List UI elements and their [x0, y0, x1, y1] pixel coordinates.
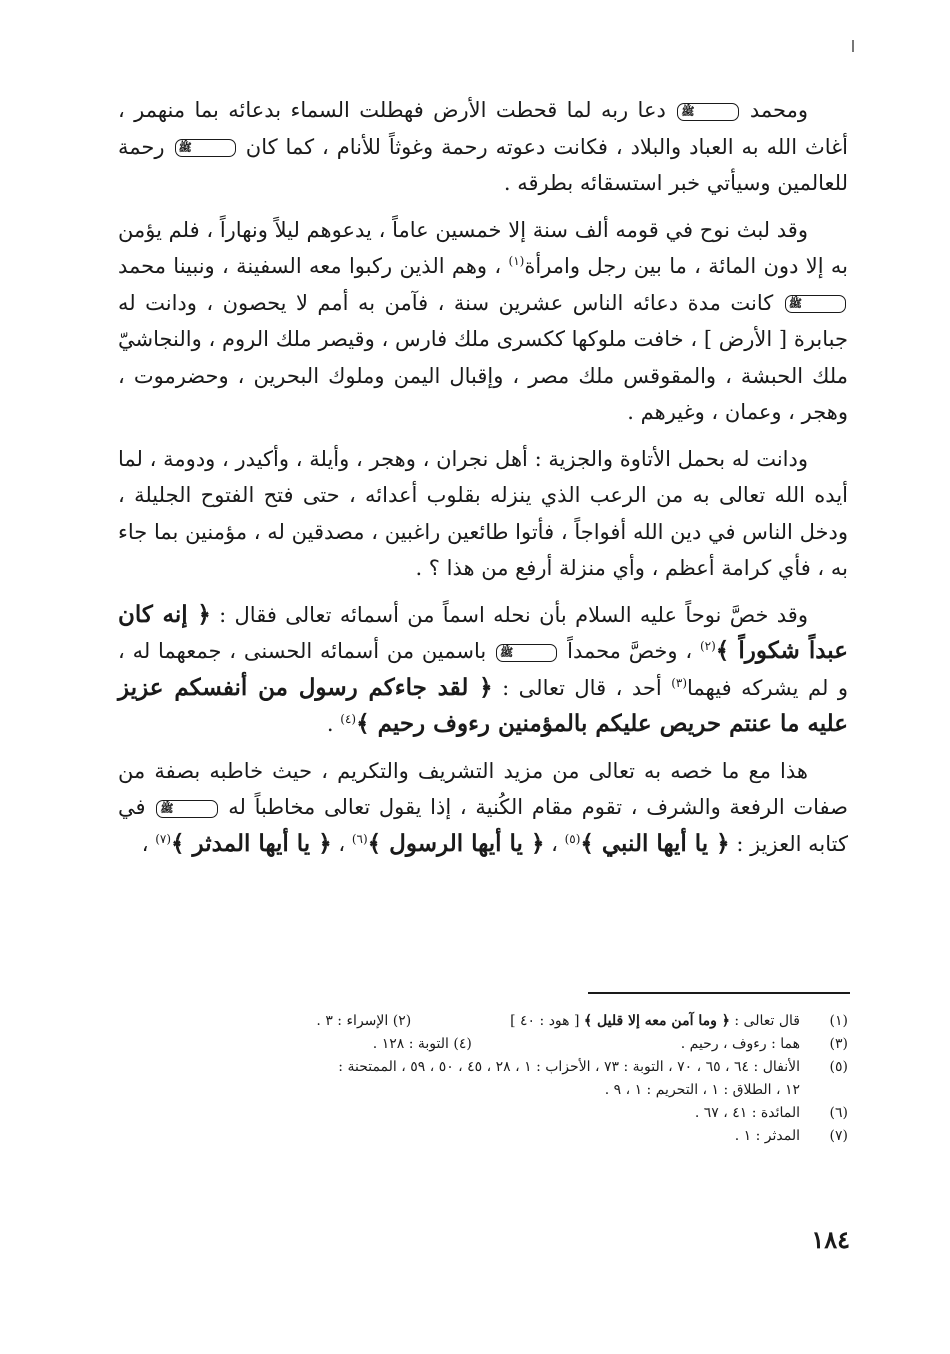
footnote-number: (٢)	[392, 1013, 412, 1029]
paragraph-3: ودانت له بحمل الأتاوة والجزية : أهل نجران ، وهجر ، وأيلة ، وأكيدر ، ودومة ، لما أيده الله تعالى به من الرعب الذي ينزله بقلوب أعدائه ، حتى فتح الفتوح الجليلة ، ودخل الناس في دين الله أفواجاً ، فأتوا طائعين راغبين ، مصدقين له ، مؤمنين بما جاء به ، فأي كرامة أعظم ، وأي منزلة أرفع من هذا ؟ .	[118, 446, 848, 580]
footnote-divider	[588, 992, 850, 994]
footnote-number: (٧)	[829, 1128, 848, 1144]
footnote-5-continued: ١٢ ، الطلاق : ١ ، التحريم : ١ ، ٩ .	[604, 1082, 800, 1098]
footnote-ref-3[interactable]: (٣)	[671, 675, 688, 690]
footnote-ref-1[interactable]: (١)	[508, 254, 525, 268]
paragraph-2: وقد لبث نوح في قومه ألف سنة إلا خمسين عاماً ، يدعوهم ليلاً ونهاراً ، فلم يؤمن به إلا دون المائة ، ما بين رجل وامرأة$^{(١)}$ ، وهم الذين ركبوا معه السفينة ، ونبينا محمد ﷺ كانت مدة دعائه الناس عشرين سنة ، فآمن به أمم لا يحصون ، ودانت له جبابرة [ الأرض ] ، خافت ملوكها ككسرى ملك فارس ، وقيصر ملك الروم ، والنجاشيّ ملك الحبشة ، والمقوقس ملك مصر ، وإقبال اليمن وملوك البحرين ، وحضرموت ، وهجر ، وعمان ، وغيرهم .	[118, 217, 848, 424]
corner-mark	[852, 40, 854, 52]
quran-quote: ﴿ لقد جاءكم رسول من أنفسكم عزيز عليه ما عنتم حريص عليكم بالمؤمنين رءوف رحيم ﴾	[118, 673, 848, 737]
footnote-ref-5[interactable]: (٥)	[564, 831, 581, 846]
footnote-ref-4[interactable]: (٤)	[340, 712, 357, 726]
footnote-6: (٦) المائدة : ٤١ ، ٦٧ .	[118, 1102, 848, 1125]
footnote-ref-7[interactable]: (٧)	[155, 831, 172, 846]
salawat-symbol-icon: ﷺ	[677, 103, 738, 121]
quran-quote: ﴿ إنه كان عبداً شكوراً ﴾	[118, 600, 848, 664]
quran-quote: ﴿ يا أيها المدثر ﴾	[171, 829, 332, 857]
footnote-number: (١)	[829, 1013, 848, 1029]
footnote-7: (٧) المدثر : ١ .	[118, 1125, 848, 1148]
page-number: ١٨٤	[811, 1225, 850, 1254]
footnote-number: (٣)	[829, 1036, 848, 1052]
footnotes	[118, 1010, 848, 1148]
salawat-symbol-icon: ﷺ	[175, 139, 236, 157]
paragraph-1: ومحمد ﷺ دعا ربه لما قحطت الأرض فهطلت السماء بدعائه بما منهمر ، أغاث الله به العباد والبلاد ، فكانت دعوته رحمة وغوثاً للأنام ، كما كان ﷺ رحمة للعالمين وسيأتي خبر استسقائه بطرقه .	[118, 98, 848, 195]
salawat-symbol-icon: ﷺ	[496, 644, 557, 662]
footnote-1: (١) قال تعالى : ﴿ وما آمن معه إلا قليل ﴾ [ هود : ٤٠ ] (٢) الإسراء : ٣ .	[118, 1010, 848, 1033]
salawat-symbol-icon: ﷺ	[785, 295, 846, 313]
footnote-ref-2[interactable]: (٢)	[699, 639, 716, 653]
footnote-3: (٣) هما : رءوف ، رحيم . (٤) التوبة : ١٢٨ .	[118, 1033, 848, 1056]
quran-quote: ﴿ يا أيها الرسول ﴾	[367, 829, 545, 857]
paragraph-5: هذا مع ما خصه به تعالى من مزيد التشريف والتكريم ، حيث خاطبه بصفة من صفات الرفعة والشرف ، تقوم مقام الكُنية ، إذا يقول تعالى مخاطباً له ﷺ في كتابه العزيز : ﴿ يا أيها النبي ﴾$^{(٥)}$ ، ﴿ يا أيها الرسول ﴾$^{(٦)}$ ، ﴿ يا أيها المدثر ﴾$^{(٧)}$ ،	[118, 758, 848, 857]
footnote-number: (٥)	[829, 1059, 848, 1075]
salawat-symbol-icon: ﷺ	[156, 800, 217, 818]
footnote-ref-6[interactable]: (٦)	[351, 831, 368, 846]
footnote-number: (٦)	[829, 1105, 848, 1121]
main-text	[118, 92, 848, 872]
footnote-number: (٤)	[453, 1036, 472, 1052]
paragraph-4: وقد خصَّ نوحاً عليه السلام بأن نحله اسماً من أسمائه تعالى فقال : ﴿ إنه كان عبداً شكوراً ﴾$^{(٢)}$ ، وخصَّ محمداً ﷺ باسمين من أسمائه الحسنى ، جمعهما له ، و لم يشركه فيهما$^{(٣)}$ أحد ، قال تعالى : ﴿ لقد جاءكم رسول من أنفسكم عزيز عليه ما عنتم حريص عليكم بالمؤمنين رءوف رحيم ﴾$^{(٤)}$ .	[118, 600, 848, 737]
quran-quote: ﴿ وما آمن معه إلا قليل ﴾	[583, 1013, 730, 1029]
quran-quote: ﴿ يا أيها النبي ﴾	[580, 829, 730, 857]
footnote-5: (٥) الأنفال : ٦٤ ، ٦٥ ، ٧٠ ، التوبة : ٧٣ ، الأحزاب : ١ ، ٢٨ ، ٤٥ ، ٥٠ ، ٥٩ ، الممتحنة :	[118, 1056, 848, 1079]
